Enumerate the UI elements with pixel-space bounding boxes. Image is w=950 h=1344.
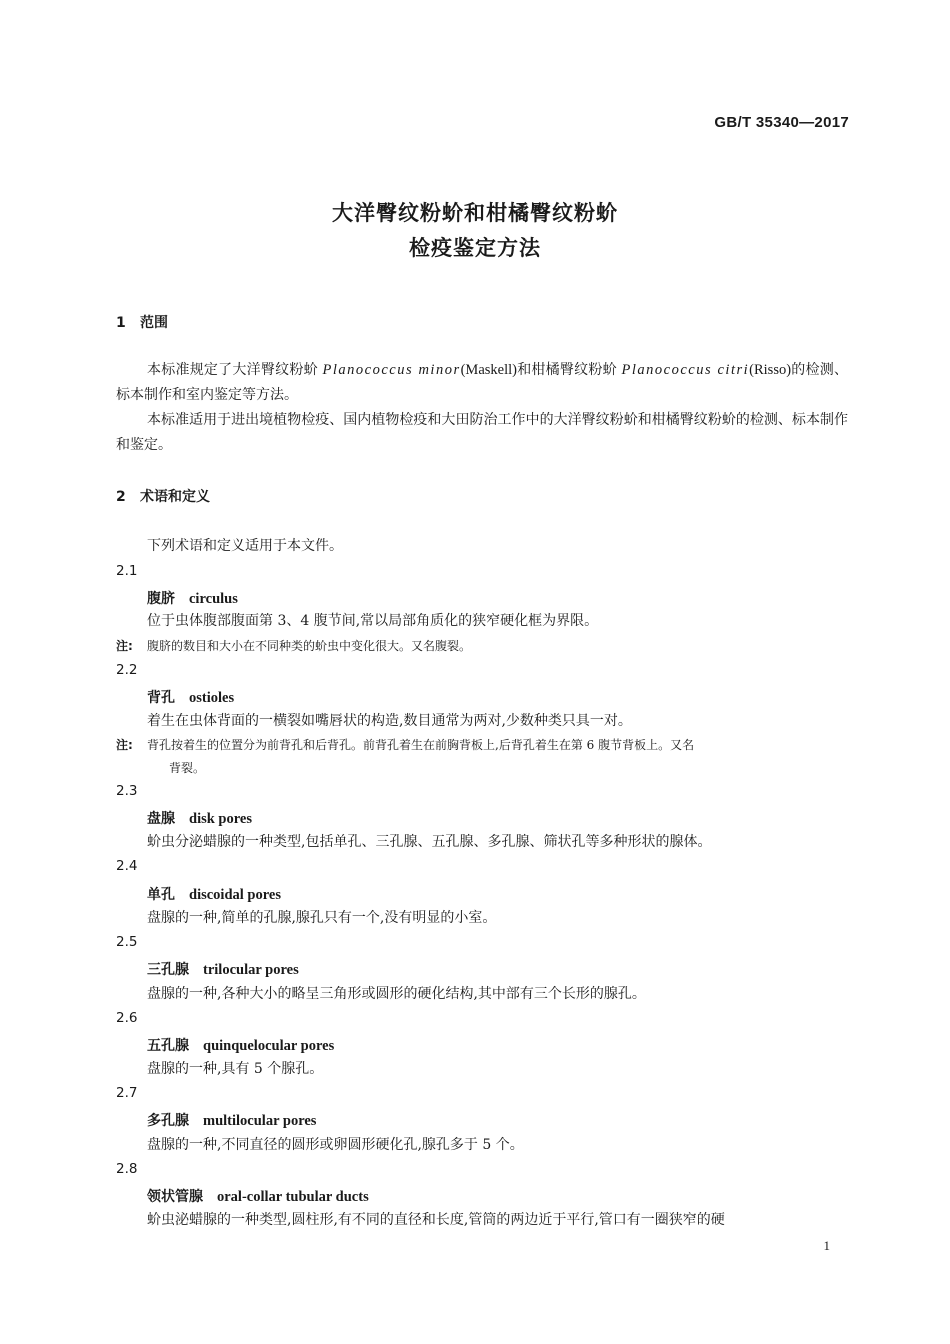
author-citation: (Maskell): [460, 362, 517, 378]
term-en: circulus: [189, 591, 238, 607]
term-heading: [147, 1186, 369, 1206]
section-title: 范围: [140, 315, 168, 331]
text-run: 和柑橘臀纹粉蚧: [516, 362, 622, 378]
term-en: disk pores: [189, 811, 252, 827]
section-1-heading: [116, 312, 168, 332]
term-definition: 蚧虫分泌蜡腺的一种类型,包括单孔、三孔腺、五孔腺、多孔腺、筛状孔等多种形状的腺体。: [147, 834, 712, 850]
term-heading: [147, 687, 234, 707]
species-name: Planococcus citri: [621, 362, 750, 378]
term-heading: [147, 808, 252, 828]
term-note: [116, 734, 849, 780]
page-number: 1: [823, 1238, 830, 1253]
term-definition: 盘腺的一种,简单的孔腺,腺孔只有一个,没有明显的小室。: [147, 910, 497, 926]
section-2-heading: [116, 486, 210, 506]
note-label: 注:: [116, 639, 133, 653]
term-zh: 五孔腺: [147, 1038, 189, 1054]
term-definition: 盘腺的一种,具有 5 个腺孔。: [147, 1061, 324, 1077]
term-heading: [147, 959, 299, 979]
term-en: oral-collar tubular ducts: [217, 1189, 369, 1205]
note-text: 腹脐的数目和大小在不同种类的蚧虫中变化很大。又名腹裂。: [147, 639, 472, 653]
terms-intro: 下列术语和定义适用于本文件。: [147, 538, 343, 554]
term-zh: 多孔腺: [147, 1113, 189, 1129]
clause-number: 2.4: [116, 858, 138, 874]
clause-number: 2.3: [116, 783, 138, 799]
term-definition: 盘腺的一种,各种大小的略呈三角形或圆形的硬化结构,其中部有三个长形的腺孔。: [147, 986, 646, 1002]
term-heading: [147, 588, 238, 608]
text-run: 的检测、标本制作和室内鉴定等方法。: [116, 362, 848, 403]
section-number: 2: [116, 489, 126, 505]
note-continuation: 背裂。: [169, 761, 206, 775]
term-zh: 腹脐: [147, 591, 175, 607]
scope-paragraph-2: 本标准适用于进出境植物检疫、国内植物检疫和大田防治工作中的大洋臀纹粉蚧和柑橘臀纹粉蚧的检测、标本制作和鉴定。: [116, 412, 848, 453]
clause-number: 2.8: [116, 1161, 138, 1177]
section-title: 术语和定义: [140, 489, 210, 505]
document-title-line2: 检疫鉴定方法: [409, 236, 541, 260]
term-definition: 着生在虫体背面的一横裂如嘴唇状的构造,数目通常为两对,少数种类只具一对。: [147, 713, 632, 729]
term-definition: 盘腺的一种,不同直径的圆形或卵圆形硬化孔,腺孔多于 5 个。: [147, 1137, 524, 1153]
clause-number: 2.6: [116, 1010, 138, 1026]
clause-number: 2.5: [116, 934, 138, 950]
term-definition: 位于虫体腹部腹面第 3、4 腹节间,常以局部角质化的狭窄硬化框为界限。: [147, 613, 599, 629]
clause-number: 2.2: [116, 662, 138, 678]
term-heading: [147, 884, 281, 904]
term-en: discoidal pores: [189, 887, 281, 903]
clause-number: 2.1: [116, 563, 138, 579]
term-zh: 领状管腺: [147, 1189, 203, 1205]
species-name: Planococcus minor: [322, 362, 461, 378]
scope-paragraph-1: [116, 358, 848, 408]
term-zh: 单孔: [147, 887, 175, 903]
document-title-line1: 大洋臀纹粉蚧和柑橘臀纹粉蚧: [332, 201, 618, 225]
note-text: 背孔按着生的位置分为前背孔和后背孔。前背孔着生在前胸背板上,后背孔着生在第 6 腹节背板上。又名: [147, 738, 695, 752]
clause-number: 2.7: [116, 1085, 138, 1101]
author-citation: (Risso): [749, 362, 792, 378]
term-zh: 三孔腺: [147, 962, 189, 978]
term-note: [116, 635, 849, 658]
note-label: 注:: [116, 738, 133, 752]
term-en: quinquelocular pores: [203, 1038, 335, 1054]
term-en: trilocular pores: [203, 962, 299, 978]
term-en: ostioles: [189, 690, 235, 706]
term-heading: [147, 1110, 316, 1130]
term-heading: [147, 1035, 334, 1055]
text-run: 本标准规定了大洋臀纹粉蚧: [147, 362, 323, 378]
term-en: multilocular pores: [203, 1113, 317, 1129]
section-number: 1: [116, 315, 126, 331]
term-zh: 盘腺: [147, 811, 175, 827]
standard-code: GB/T 35340—2017: [714, 114, 849, 131]
term-definition: 蚧虫泌蜡腺的一种类型,圆柱形,有不同的直径和长度,管筒的两边近于平行,管口有一圈狭窄的硬: [147, 1212, 725, 1228]
term-zh: 背孔: [147, 690, 175, 706]
